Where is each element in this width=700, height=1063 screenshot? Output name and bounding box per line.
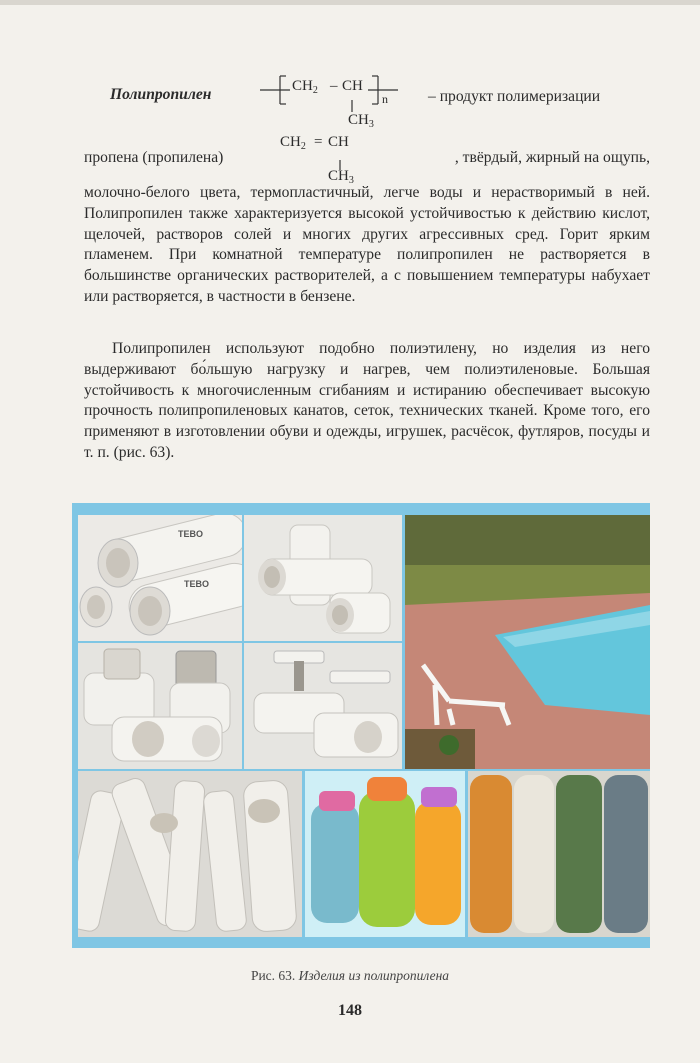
propene-ch: CH [328, 134, 349, 150]
figure-caption [0, 968, 700, 984]
photo-pipe-rods [78, 771, 302, 937]
formula-brackets [258, 70, 418, 132]
top-edge [0, 0, 700, 5]
figure-63 [72, 503, 650, 948]
pool-illustration [405, 515, 650, 769]
photo-valves [244, 643, 402, 769]
heading-tail: – продукт полимеризации [428, 88, 601, 105]
bottles-illustration [305, 771, 465, 937]
propene-ch2: $CH_2$ [280, 134, 306, 152]
line2-start: пропена (пропилена) [84, 149, 224, 166]
photo-tee-fittings [244, 515, 402, 641]
formula-ch2: $CH_2$ [292, 78, 318, 96]
photo-ropes [468, 771, 650, 937]
paragraph-2: Полипропилен используют подобно полиэтилену, но изделия из него выдерживают бо́льшую нагрузку и нагрев, чем полиэтиленовые. Большая устойчивость к многочисленным сгибаниям и истиранию обеспечивает высокую прочность полипропиленовых канатов, сеток, технических тканей. Кроме того, его применяют в изготовлении обуви и одежды, игрушек, расчёсок, футляров, посуды и т. п. (рис. 63). [84, 340, 650, 461]
caption-prefix: Рис. 63. [250, 968, 296, 983]
photo-threaded-fittings [78, 643, 242, 769]
pipe-label: TEBO [178, 529, 204, 539]
formula-ch: CH [342, 78, 363, 94]
photo-pool-lounger [405, 515, 650, 769]
page-number: 148 [338, 1002, 362, 1019]
polypropylene-formula [258, 70, 418, 132]
valves-illustration [244, 643, 402, 769]
propene-ch3: $CH_3$ [328, 168, 354, 186]
threaded-illustration [78, 643, 242, 769]
term-polypropylene: Полипропилен [110, 86, 212, 103]
formula-dash: – [330, 78, 338, 94]
propene-formula [280, 132, 380, 188]
pipe-label-2: TEBO [184, 579, 210, 589]
propene-double-bond: = [314, 134, 323, 150]
rods-illustration [78, 771, 302, 937]
ropes-illustration [468, 771, 650, 937]
photo-pipes [78, 515, 242, 641]
photo-kids-bottles [305, 771, 465, 937]
pipes-illustration [78, 515, 242, 641]
paragraph-1: молочно-белого цвета, термопластичный, легче воды и нерастворимый в ней. Полипропилен также характеризуется высокой устойчивостью к действию кислот, щелочей, растворов солей и многих других агрессивных сред. Горит ярким пламенем. При комнатной температуре полипропилен не растворяется в большинстве органических растворителей, а с повышением температуры набухает или растворяется, в частности в бензене. [84, 184, 650, 305]
line2-end: , твёрдый, жирный на ощупь, [454, 149, 650, 166]
formula-n: n [382, 92, 388, 106]
tee-illustration [244, 515, 402, 641]
caption-title: Изделия из полипропилена [298, 968, 450, 983]
formula-ch3: $CH_3$ [348, 112, 374, 130]
